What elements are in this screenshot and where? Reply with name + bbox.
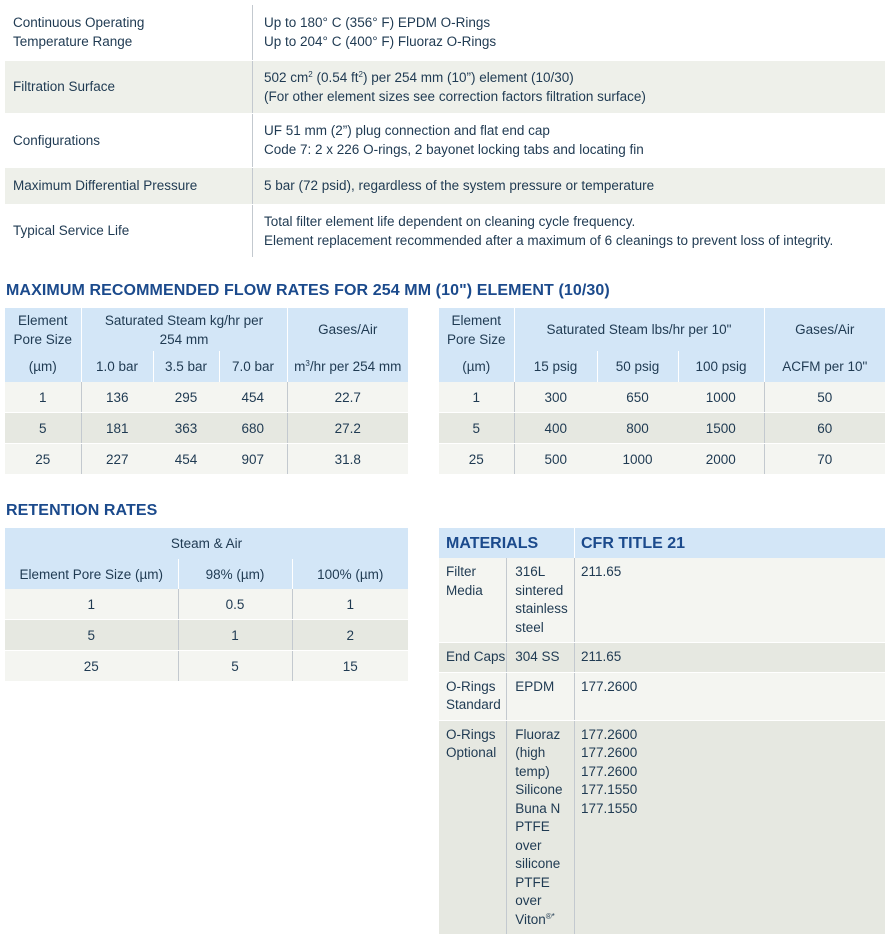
table-row: [5, 651, 408, 682]
pore-size-header: [439, 308, 514, 351]
table-cell: 5: [439, 413, 514, 444]
spec-value-line: Up to 180° C (356° F) EPDM O-Rings: [264, 15, 491, 31]
header-line: Element: [451, 312, 502, 328]
spec-row: [5, 113, 885, 167]
table-cell: 15: [292, 651, 408, 682]
pressure-header: 1.0 bar: [81, 351, 153, 382]
spec-label-line: Continuous Operating: [13, 15, 145, 31]
table-row: [439, 720, 885, 935]
table-subheader-row: [5, 559, 408, 589]
table-cell: 70: [764, 444, 885, 475]
table-cell: 227: [81, 444, 153, 475]
pressure-header: 3.5 bar: [153, 351, 219, 382]
table-row: [439, 643, 885, 673]
table-cell: 5: [5, 620, 178, 651]
materials-table: [439, 528, 885, 935]
table-cell: 1000: [597, 444, 678, 475]
pore-size-header: Element Pore Size (µm): [5, 559, 178, 589]
table-row: [439, 382, 885, 413]
table-cell: 680: [219, 413, 287, 444]
part-name: O-Rings Optional: [439, 720, 507, 935]
table-cell: 363: [153, 413, 219, 444]
table-cell: 22.7: [287, 382, 408, 413]
table-row: [439, 444, 885, 475]
spec-value-line: (For other element sizes see correction factors filtration surface): [264, 88, 646, 104]
table-cell: 27.2: [287, 413, 408, 444]
table-cell: 1: [5, 382, 81, 413]
pressure-header: 50 psig: [597, 351, 678, 382]
table-header-row: [439, 528, 885, 558]
unit-header: (µm): [5, 351, 81, 382]
table-cell: 650: [597, 382, 678, 413]
table-cell: 50: [764, 382, 885, 413]
table-cell: 181: [81, 413, 153, 444]
header-line: Element: [17, 312, 68, 328]
table-row: [5, 413, 408, 444]
spec-value-line: Up to 204° C (400° F) Fluoraz O-Rings: [264, 34, 497, 50]
table-row: [439, 413, 885, 444]
gas-unit-header: ACFM per 10": [764, 351, 885, 382]
table-cell: 907: [219, 444, 287, 475]
cfr-code: 177.2600: [581, 763, 638, 779]
cfr-code: 177.2600: [581, 726, 638, 742]
spec-value: [253, 5, 886, 60]
gas-unit-header: $m^3/hr$ per 254 mm: [287, 351, 408, 382]
materials-header: MATERIALS: [439, 528, 575, 558]
cfr-code: 211.65: [575, 558, 886, 643]
table-row: [5, 444, 408, 475]
cfr-code: 177.2600: [575, 672, 886, 720]
cfr-code-list: [575, 720, 886, 935]
table-cell: 1000: [678, 382, 764, 413]
material: Fluoraz (high temp): [515, 726, 561, 779]
table-row: [439, 672, 885, 720]
gas-header: Gases/Air: [287, 308, 408, 351]
spec-value-line: 502 $cm^2$ (0.54 $ft^2$) per 254 mm (10”) element (10/30): [264, 69, 574, 85]
table-cell: 800: [597, 413, 678, 444]
table-row: [5, 589, 408, 620]
material: PTFE over silicone: [515, 819, 561, 871]
header-line: Pore Size: [446, 331, 506, 347]
unit-header: (µm): [439, 351, 514, 382]
table-cell: 1: [5, 589, 178, 620]
table-cell: 300: [514, 382, 597, 413]
cfr-header: CFR TITLE 21: [575, 528, 886, 558]
spec-row: [5, 5, 885, 60]
table-cell: 1: [439, 382, 514, 413]
header-line: Saturated Steam kg/hr per: [104, 312, 264, 328]
table-header-row: [439, 308, 885, 351]
table-header-row: [5, 528, 408, 559]
table-cell: 400: [514, 413, 597, 444]
spec-label: [5, 5, 253, 60]
spec-label: Typical Service Life: [5, 204, 253, 257]
spec-label-line: Temperature Range: [13, 34, 133, 50]
material: PTFE over Viton®*: [515, 874, 555, 927]
material: Buna N: [515, 800, 561, 816]
material: 304 SS: [507, 643, 575, 673]
spec-value: [253, 60, 886, 113]
flow-rates-title: MAXIMUM RECOMMENDED FLOW RATES FOR 254 MM (10") ELEMENT (10/30): [6, 282, 610, 299]
flow-rates-metric-table: [5, 308, 408, 475]
spec-label: Configurations: [5, 113, 253, 167]
spec-value-line: Total filter element life dependent on cleaning cycle frequency.: [264, 213, 636, 229]
material-list: [507, 720, 575, 935]
pore-size-header: [5, 308, 81, 351]
spec-row: [5, 167, 885, 204]
table-cell: 500: [514, 444, 597, 475]
retention-98-header: 98% (µm): [178, 559, 292, 589]
spec-value-line: Code 7: 2 x 226 O-rings, 2 bayonet locking tabs and locating fin: [264, 142, 644, 157]
table-cell: 2000: [678, 444, 764, 475]
spec-value: 5 bar (72 psid), regardless of the system pressure or temperature: [253, 167, 886, 204]
pressure-header: 15 psig: [514, 351, 597, 382]
table-cell: 1: [292, 589, 408, 620]
retention-rates-title: RETENTION RATES: [6, 502, 158, 519]
steam-header: Saturated Steam lbs/hr per 10": [514, 308, 764, 351]
steam-air-header: Steam & Air: [5, 528, 408, 559]
table-row: [5, 620, 408, 651]
part-name: Filter Media: [439, 558, 507, 643]
table-cell: 25: [439, 444, 514, 475]
material: EPDM: [507, 672, 575, 720]
cfr-code: 211.65: [575, 643, 886, 673]
spec-value: [253, 204, 886, 257]
cfr-code: 177.1550: [581, 800, 638, 816]
table-cell: 295: [153, 382, 219, 413]
table-cell: 454: [153, 444, 219, 475]
table-cell: 5: [5, 413, 81, 444]
cfr-code: 177.1550: [581, 782, 638, 797]
spec-value-line: Element replacement recommended after a maximum of 6 cleanings to prevent loss of integrity.: [264, 232, 834, 248]
retention-100-header: 100% (µm): [292, 559, 408, 589]
spec-label: Maximum Differential Pressure: [5, 167, 253, 204]
retention-rates-table: [5, 528, 408, 682]
cfr-code: 177.2600: [581, 745, 638, 760]
pressure-header: 7.0 bar: [219, 351, 287, 382]
spec-value-line: UF 51 mm (2”) plug connection and flat end cap: [264, 123, 550, 138]
table-cell: 0.5: [178, 589, 292, 620]
spec-row: [5, 204, 885, 257]
table-cell: 5: [178, 651, 292, 682]
material: Silicone: [515, 782, 563, 797]
header-line: 254 mm: [159, 331, 209, 347]
table-cell: 31.8: [287, 444, 408, 475]
pressure-header: 100 psig: [678, 351, 764, 382]
spec-row: [5, 60, 885, 113]
table-cell: 2: [292, 620, 408, 651]
table-subheader-row: [5, 351, 408, 382]
header-line: Pore Size: [13, 331, 73, 347]
table-subheader-row: [439, 351, 885, 382]
table-header-row: [5, 308, 408, 351]
table-cell: 1: [178, 620, 292, 651]
table-row: [5, 382, 408, 413]
table-cell: 1500: [678, 413, 764, 444]
table-cell: 136: [81, 382, 153, 413]
part-name: End Caps: [439, 643, 507, 673]
specifications-table: [5, 5, 885, 258]
table-cell: 25: [5, 651, 178, 682]
table-cell: 60: [764, 413, 885, 444]
material: 316L sintered stainless steel: [507, 558, 575, 643]
table-cell: 454: [219, 382, 287, 413]
table-cell: 25: [5, 444, 81, 475]
spec-value: [253, 113, 886, 167]
gas-header: Gases/Air: [764, 308, 885, 351]
part-name: O-Rings Standard: [439, 672, 507, 720]
steam-header: [81, 308, 287, 351]
spec-label: Filtration Surface: [5, 60, 253, 113]
table-row: [439, 558, 885, 643]
flow-rates-imperial-table: [439, 308, 885, 475]
